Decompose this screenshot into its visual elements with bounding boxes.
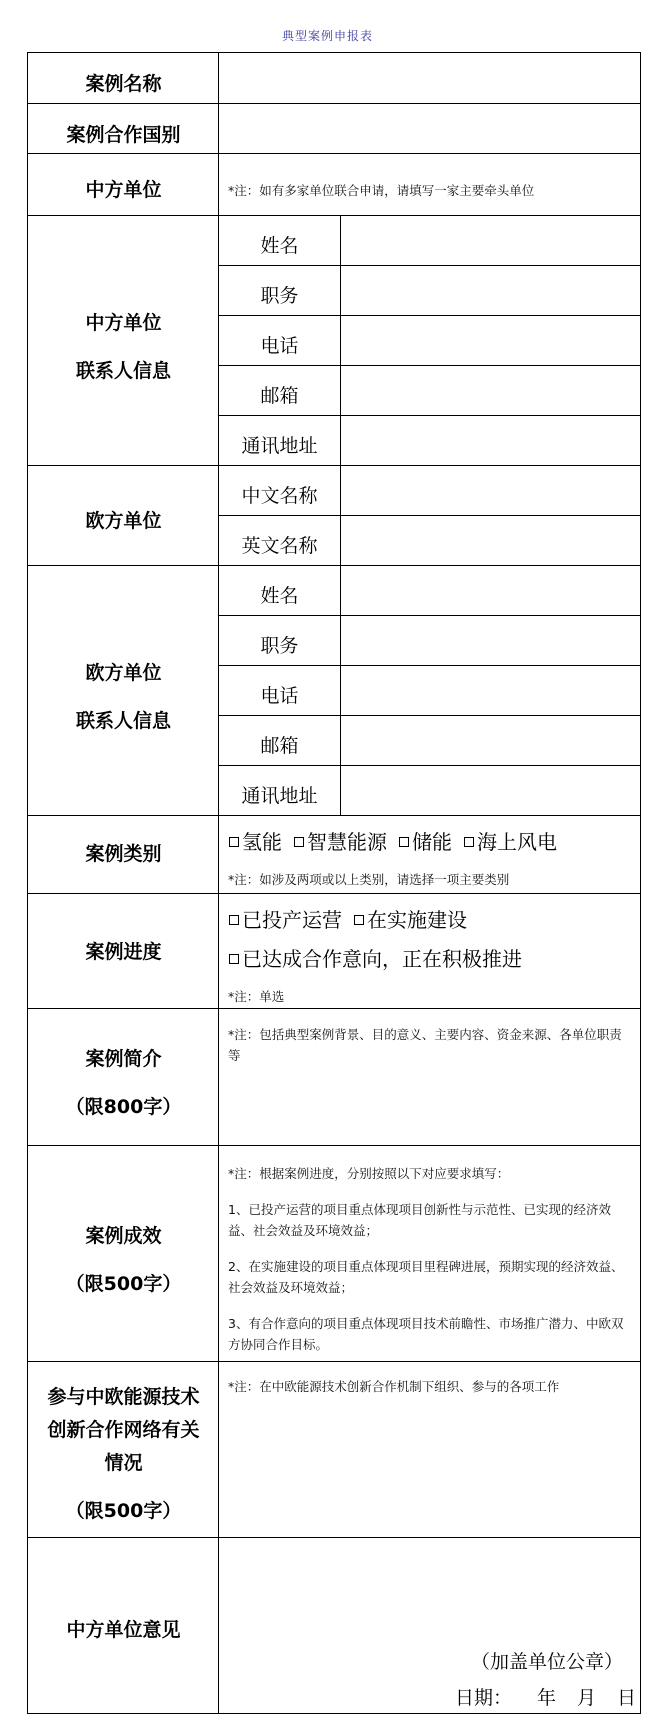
label-cn-opinion: 中方单位意见 xyxy=(66,1619,181,1641)
seal-note: （加盖单位公章） xyxy=(470,1651,623,1673)
eu-contact-field-title: 职务 xyxy=(260,635,299,657)
subcolumn-divider xyxy=(340,215,341,815)
note-case-effect: 2、在实施建设的项目重点体现项目里程碑进展，预期实现的经济效益、社会效益及环境效益； xyxy=(228,1259,624,1295)
label-case-country: 案例合作国别 xyxy=(66,124,181,146)
label-cn-contact: 中方单位 xyxy=(85,312,162,334)
date-month: 月 xyxy=(577,1687,597,1709)
label-eu-unit: 欧方单位 xyxy=(85,510,162,532)
label-case-intro: 案例简介 xyxy=(85,1048,162,1070)
note-case-effect: *注：根据案例进度，分别按照以下对应要求填写： xyxy=(228,1166,510,1181)
case-type-option[interactable]: 氢能 xyxy=(229,830,282,854)
checkbox-icon xyxy=(229,915,239,925)
label-case-effect-limit: （限500字） xyxy=(65,1273,182,1295)
case-type-option[interactable]: 海上风电 xyxy=(464,830,557,854)
eu-contact-field-phone: 电话 xyxy=(260,685,299,707)
row-divider xyxy=(27,1145,641,1146)
date-label: 日期： xyxy=(455,1687,513,1709)
row-divider xyxy=(27,215,641,216)
cn-contact-field-phone: 电话 xyxy=(260,335,299,357)
date-year: 年 xyxy=(537,1687,557,1709)
subrow-divider xyxy=(218,665,641,666)
checkbox-icon xyxy=(354,915,364,925)
case-type-option[interactable]: 储能 xyxy=(399,830,452,854)
case-type-options xyxy=(229,829,557,855)
note-network: *注：在中欧能源技术创新合作机制下组织、参与的各项工作 xyxy=(228,1379,560,1394)
checkbox-icon xyxy=(294,837,304,847)
note-case-effect: 1、已投产运营的项目重点体现项目创新性与示范性、已实现的经济效益、社会效益及环境效益； xyxy=(228,1202,611,1238)
note-case-progress: *注：单选 xyxy=(228,989,285,1004)
label-network-limit: （限500字） xyxy=(65,1500,182,1522)
cn-contact-field-title: 职务 xyxy=(260,285,299,307)
row-divider xyxy=(27,153,641,154)
row-divider xyxy=(27,1008,641,1009)
case-progress-option[interactable]: 已达成合作意向，正在积极推进 xyxy=(229,947,522,971)
date-day: 日 xyxy=(617,1687,637,1709)
case-progress-option[interactable]: 在实施建设 xyxy=(354,908,467,932)
cn-contact-field-email: 邮箱 xyxy=(260,385,299,407)
case-progress-options xyxy=(229,907,467,933)
subrow-divider xyxy=(218,365,641,366)
label-case-intro-limit: （限800字） xyxy=(65,1096,182,1118)
eu-contact-field-name: 姓名 xyxy=(260,585,299,607)
row-divider xyxy=(27,1537,641,1538)
checkbox-icon xyxy=(399,837,409,847)
label-eu-contact-info: 联系人信息 xyxy=(75,710,171,732)
label-cn-unit: 中方单位 xyxy=(85,179,162,201)
subrow-divider xyxy=(218,765,641,766)
subrow-divider xyxy=(218,615,641,616)
label-case-progress: 案例进度 xyxy=(85,941,162,963)
note-case-type: *注：如涉及两项或以上类别，请选择一项主要类别 xyxy=(228,872,510,887)
subrow-divider xyxy=(218,515,641,516)
cn-contact-field-name: 姓名 xyxy=(260,235,299,257)
case-progress-options xyxy=(229,946,522,972)
eu-contact-field-email: 邮箱 xyxy=(260,735,299,757)
row-divider xyxy=(27,103,641,104)
label-case-type: 案例类别 xyxy=(85,843,162,865)
eu-contact-field-address: 通讯地址 xyxy=(241,785,318,807)
label-network: 情况 xyxy=(104,1452,143,1474)
label-case-name: 案例名称 xyxy=(85,73,162,95)
label-eu-contact: 欧方单位 xyxy=(85,662,162,684)
label-network: 参与中欧能源技术 xyxy=(47,1386,200,1408)
eu-unit-field-en-name: 英文名称 xyxy=(241,535,318,557)
subrow-divider xyxy=(218,315,641,316)
subrow-divider xyxy=(218,415,641,416)
eu-unit-field-cn-name: 中文名称 xyxy=(241,485,318,507)
case-type-option[interactable]: 智慧能源 xyxy=(294,830,387,854)
label-case-effect: 案例成效 xyxy=(85,1225,162,1247)
note-cn-unit: *注：如有多家单位联合申请，请填写一家主要牵头单位 xyxy=(228,183,535,198)
label-cn-contact-info: 联系人信息 xyxy=(75,360,171,382)
checkbox-icon xyxy=(229,837,239,847)
page-title: 典型案例申报表 xyxy=(281,29,373,43)
row-divider xyxy=(27,465,641,466)
cn-contact-field-address: 通讯地址 xyxy=(241,435,318,457)
case-progress-option[interactable]: 已投产运营 xyxy=(229,908,342,932)
subrow-divider xyxy=(218,715,641,716)
subrow-divider xyxy=(218,265,641,266)
row-divider xyxy=(27,815,641,816)
note-case-effect: 3、有合作意向的项目重点体现项目技术前瞻性、市场推广潜力、中欧双方协同合作目标。 xyxy=(228,1316,624,1352)
label-network: 创新合作网络有关 xyxy=(47,1419,200,1441)
row-divider xyxy=(27,1361,641,1362)
row-divider xyxy=(27,565,641,566)
checkbox-icon xyxy=(229,954,239,964)
row-divider xyxy=(27,893,641,894)
checkbox-icon xyxy=(464,837,474,847)
note-case-intro: *注：包括典型案例背景、目的意义、主要内容、资金来源、各单位职责等 xyxy=(228,1027,622,1063)
